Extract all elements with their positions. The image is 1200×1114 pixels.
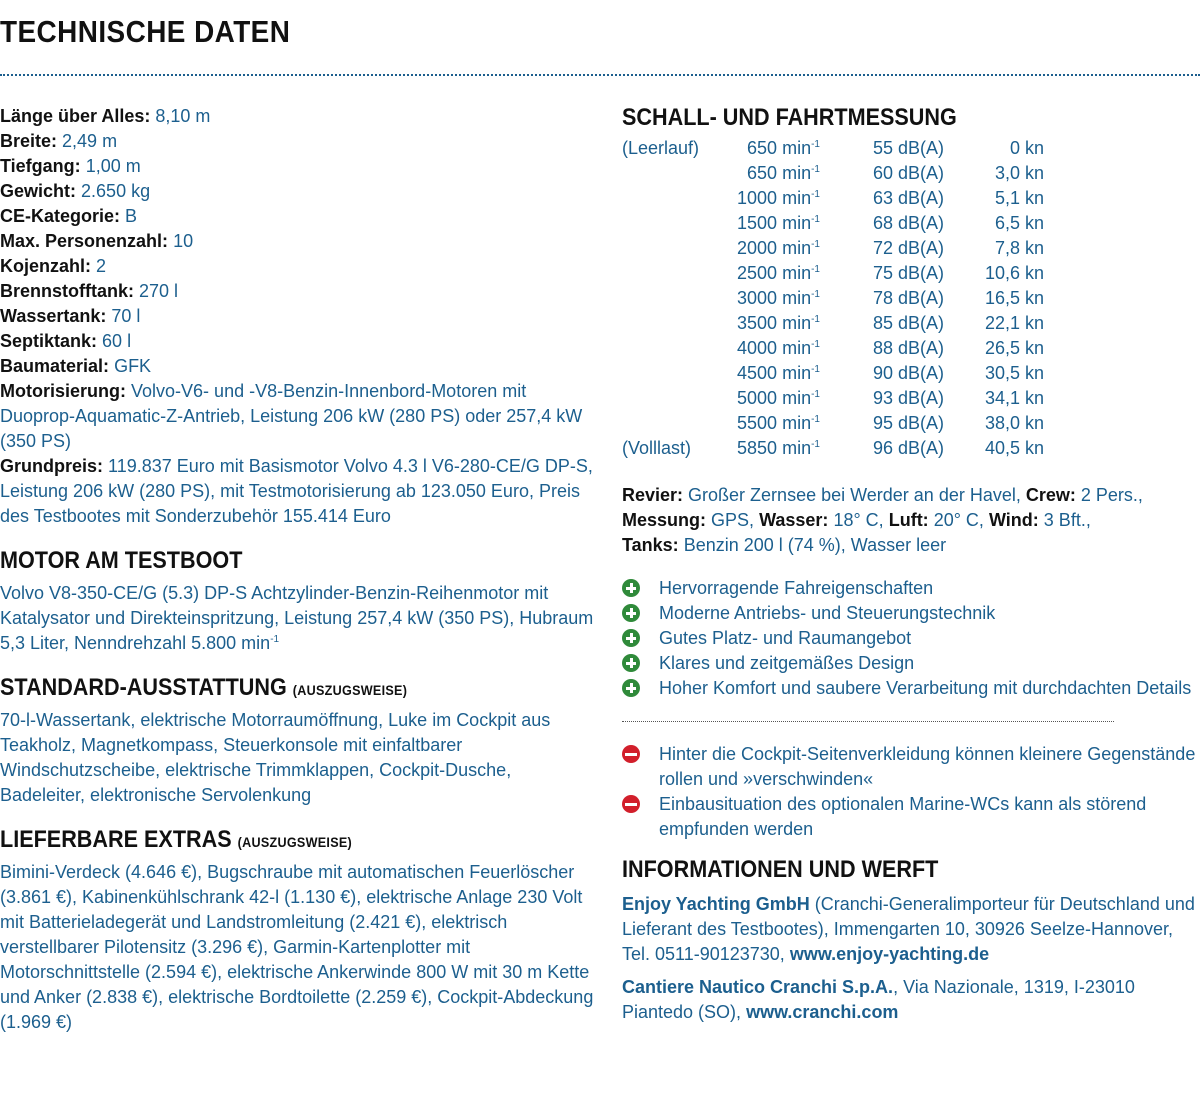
condition-value: 3 Bft., — [1043, 510, 1091, 530]
extras-section — [0, 826, 600, 1035]
measurement-heading: SCHALL- UND FAHRTMESSUNG — [622, 104, 957, 131]
condition-value: 18° C, — [833, 510, 884, 530]
page-title: TECHNISCHE DATEN — [0, 14, 291, 49]
rpm-cell: 2000 $\min^{-1}$ — [737, 238, 820, 258]
condition-label: Tanks: — [622, 535, 679, 555]
db-cell: 90 dB(A) — [872, 363, 944, 383]
db-cell: 78 dB(A) — [872, 288, 944, 308]
spec-row — [0, 104, 600, 129]
speed-cell: 5,1 kn — [994, 188, 1044, 208]
measurement-row — [622, 186, 1044, 211]
spec-row — [0, 279, 600, 304]
db-cell: 96 dB(A) — [872, 438, 944, 458]
db-cell: 60 dB(A) — [872, 163, 944, 183]
pros-list — [622, 576, 1200, 701]
extras-text: Bimini-Verdeck (4.646 €), Bugschraube mit automatischen Feuerlöscher (3.861 €), Kabinenkühlschrank 42-l (1.130 €), elektrische Anlage 230 Volt mit Batterieladegerät und Landstromleitung (2.421 €), elektrisch verstellbarer Pilotensitz (3.296 €), Garmin-Kartenplotter mit Motorschnittstelle (2.594 €), elektrische Ankerwinde 800 W mit 30 m Kette und Anker (2.838 €), elektrische Bordtoilette (2.259 €), Cockpit-Abdeckung (1.969 €) — [0, 862, 594, 1032]
spec-row — [0, 379, 600, 454]
condition-line — [622, 508, 1200, 533]
measurement-row — [622, 336, 1044, 361]
company-name: Enjoy Yachting GmbH — [622, 894, 810, 914]
speed-cell: 40,5 kn — [984, 438, 1044, 458]
row-label: (Volllast) — [622, 438, 692, 458]
condition-value: Benzin 200 l (74 %), Wasser leer — [683, 535, 947, 555]
spec-label: Grundpreis: — [0, 456, 104, 476]
plus-icon — [622, 679, 640, 697]
website-link[interactable]: www.enjoy-yachting.de — [789, 944, 990, 964]
speed-cell: 7,8 kn — [994, 238, 1044, 258]
plus-icon — [622, 604, 640, 622]
spec-label: Tiefgang: — [0, 156, 81, 176]
db-cell: 63 dB(A) — [872, 188, 944, 208]
spec-value: 119.837 Euro mit Basismotor Volvo 4.3 l V6-280-CE/G DP-S, Leistung 206 kW (280 PS), mit Testmotorisierung ab 123.050 Euro, Preis des Testbootes mit Sonderzubehör 155.414 Euro — [0, 456, 593, 526]
rpm-cell: 2500 $\min^{-1}$ — [737, 263, 820, 283]
measurement-row — [622, 261, 1044, 286]
plus-icon — [622, 579, 640, 597]
speed-cell: 0 kn — [1009, 138, 1044, 158]
speed-cell: 38,0 kn — [984, 413, 1044, 433]
spec-row — [0, 154, 600, 179]
info-section — [622, 856, 1200, 1025]
pro-item: Klares und zeitgemäßes Design — [622, 651, 1200, 676]
cons-list — [622, 742, 1200, 842]
pro-item: Gutes Platz- und Raumangebot — [622, 626, 1200, 651]
spec-label: Brennstofftank: — [0, 281, 134, 301]
spec-value: 270 l — [139, 281, 179, 301]
company-name: Cantiere Nautico Cranchi S.p.A. — [622, 977, 894, 997]
spec-value: 10 — [173, 231, 194, 251]
spec-label: Septiktank: — [0, 331, 98, 351]
measurement-row — [622, 361, 1044, 386]
spec-value: GFK — [114, 356, 152, 376]
rpm-cell: 650 $\min^{-1}$ — [747, 138, 820, 158]
speed-cell: 22,1 kn — [984, 313, 1044, 333]
rpm-cell: 1000 $\min^{-1}$ — [737, 188, 820, 208]
rpm-cell: 3500 $\min^{-1}$ — [737, 313, 820, 333]
minus-icon — [622, 795, 640, 813]
condition-value: Großer Zernsee bei Werder an der Havel, — [688, 485, 1021, 505]
standard-note: (AUSZUGSWEISE) — [292, 682, 408, 698]
test-conditions — [622, 483, 1200, 558]
rpm-cell: 1500 $\min^{-1}$ — [737, 213, 820, 233]
speed-cell: 26,5 kn — [984, 338, 1044, 358]
measurement-row — [622, 161, 1044, 186]
spec-value: 2,49 m — [62, 131, 118, 151]
extras-note: (AUSZUGSWEISE) — [237, 834, 353, 850]
speed-cell: 30,5 kn — [984, 363, 1044, 383]
db-cell: 85 dB(A) — [872, 313, 944, 333]
spec-list — [0, 104, 600, 529]
spec-label: Baumaterial: — [0, 356, 110, 376]
motor-section — [0, 547, 600, 656]
rpm-cell: 4000 $\min^{-1}$ — [737, 338, 820, 358]
spec-value: B — [125, 206, 138, 226]
row-label — [622, 336, 720, 361]
measurement-row — [622, 436, 1044, 461]
speed-cell: 16,5 kn — [984, 288, 1044, 308]
plus-icon — [622, 629, 640, 647]
db-cell: 68 dB(A) — [872, 213, 944, 233]
pro-item: Moderne Antriebs- und Steuerungstechnik — [622, 601, 1200, 626]
extras-heading: LIEFERBARE EXTRAS (AUSZUGSWEISE) — [0, 826, 353, 853]
divider — [622, 721, 1114, 722]
rpm-cell: 4500 $\min^{-1}$ — [737, 363, 820, 383]
company-address: (Cranchi-Generalimporteur für Deutschland und Lieferant des Testbootes), Immengarten 10, 30926 Seelze-Hannover, Tel. 0511-90123730, — [622, 894, 1195, 964]
spec-value: Volvo-V6- und -V8-Benzin-Innenbord-Motoren mit Duoprop-Aquamatic-Z-Antrieb, Leistung 206 kW (280 PS) oder 257,4 kW (350 PS) — [0, 381, 583, 451]
right-column — [622, 104, 1200, 1025]
spec-label: Motorisierung: — [0, 381, 126, 401]
motor-unit-sup: -1 — [270, 634, 280, 645]
condition-label: Messung: — [622, 510, 707, 530]
row-label — [622, 161, 720, 186]
db-cell: 72 dB(A) — [872, 238, 944, 258]
condition-line — [622, 533, 1200, 558]
left-column — [0, 104, 600, 1035]
divider — [0, 74, 1200, 76]
spec-row — [0, 304, 600, 329]
measurement-row — [622, 136, 1044, 161]
spec-value: 1,00 m — [85, 156, 141, 176]
standard-heading: STANDARD-AUSSTATTUNG (AUSZUGSWEISE) — [0, 674, 408, 701]
minus-icon — [622, 745, 640, 763]
condition-value: 2 Pers., — [1080, 485, 1143, 505]
row-label — [622, 311, 720, 336]
db-cell: 95 dB(A) — [872, 413, 944, 433]
spec-label: Kojenzahl: — [0, 256, 92, 276]
row-label — [622, 286, 720, 311]
speed-cell: 3,0 kn — [994, 163, 1044, 183]
spec-label: CE-Kategorie: — [0, 206, 121, 226]
spec-label: Breite: — [0, 131, 58, 151]
spec-value: 70 l — [111, 306, 141, 326]
measurement-row — [622, 411, 1044, 436]
spec-value: 2.650 kg — [81, 181, 151, 201]
website-link[interactable]: www.cranchi.com — [746, 1002, 899, 1022]
rpm-cell: 3000 $\min^{-1}$ — [737, 288, 820, 308]
spec-label: Länge über Alles: — [0, 106, 151, 126]
info-heading: INFORMATIONEN UND WERFT — [622, 856, 939, 883]
measurement-row — [622, 311, 1044, 336]
row-label — [622, 386, 720, 411]
standard-section — [0, 674, 600, 808]
motor-text: Volvo V8-350-CE/G (5.3) DP-S Achtzylinder-Benzin-Reihenmotor mit Katalysator und Direkteinspritzung, Leistung 257,4 kW (350 PS), Hubraum 5,3 Liter, Nenndrehzahl 5.800 min — [0, 583, 594, 653]
spec-label: Max. Personenzahl: — [0, 231, 169, 251]
con-item: Einbausituation des optionalen Marine-WCs kann als störend empfunden werden — [622, 792, 1200, 842]
spec-row — [0, 329, 600, 354]
speed-cell: 10,6 kn — [984, 263, 1044, 283]
rpm-cell: 5500 $\min^{-1}$ — [737, 413, 820, 433]
company-address: , Via Nazionale, 1319, I-23010 Piantedo (SO), — [622, 977, 1135, 1022]
db-cell: 75 dB(A) — [872, 263, 944, 283]
measurement-row — [622, 236, 1044, 261]
spec-value: 8,10 m — [155, 106, 211, 126]
row-label — [622, 186, 720, 211]
condition-label: Luft: — [888, 510, 929, 530]
spec-row — [0, 179, 600, 204]
spec-row — [0, 229, 600, 254]
rpm-cell: 5850 $\min^{-1}$ — [737, 438, 820, 458]
row-label — [622, 211, 720, 236]
row-label — [622, 361, 720, 386]
spec-row — [0, 254, 600, 279]
row-label: (Leerlauf) — [622, 138, 700, 158]
measurement-table — [622, 136, 1044, 461]
spec-row — [0, 204, 600, 229]
standard-text: 70-l-Wassertank, elektrische Motorraumöffnung, Luke im Cockpit aus Teakholz, Magnetkompass, Steuerkonsole mit einfaltbarer Windschutzscheibe, elektrische Trimmklappen, Cockpit-Dusche, Badeleiter, elektronische Servolenkung — [0, 710, 551, 805]
condition-line — [622, 483, 1200, 508]
spec-row — [0, 129, 600, 154]
condition-value: GPS, — [711, 510, 755, 530]
measurement-row — [622, 286, 1044, 311]
company-info — [622, 892, 1200, 967]
measurement-row — [622, 211, 1044, 236]
speed-cell: 6,5 kn — [994, 213, 1044, 233]
row-label — [622, 236, 720, 261]
rpm-cell: 5000 $\min^{-1}$ — [737, 388, 820, 408]
spec-label: Wassertank: — [0, 306, 107, 326]
pro-item: Hervorragende Fahreigenschaften — [622, 576, 1200, 601]
spec-value: 2 — [96, 256, 107, 276]
row-label — [622, 261, 720, 286]
spec-label: Gewicht: — [0, 181, 77, 201]
pro-item: Hoher Komfort und saubere Verarbeitung mit durchdachten Details — [622, 676, 1200, 701]
plus-icon — [622, 654, 640, 672]
condition-label: Crew: — [1025, 485, 1076, 505]
spec-value: 60 l — [102, 331, 132, 351]
rpm-cell: 650 $\min^{-1}$ — [747, 163, 820, 183]
db-cell: 93 dB(A) — [872, 388, 944, 408]
motor-heading: MOTOR AM TESTBOOT — [0, 547, 243, 574]
speed-cell: 34,1 kn — [984, 388, 1044, 408]
condition-label: Revier: — [622, 485, 684, 505]
spec-row — [0, 454, 600, 529]
condition-value: 20° C, — [933, 510, 984, 530]
row-label — [622, 411, 720, 436]
measurement-row — [622, 386, 1044, 411]
db-cell: 55 dB(A) — [872, 138, 944, 158]
db-cell: 88 dB(A) — [872, 338, 944, 358]
condition-label: Wasser: — [759, 510, 829, 530]
spec-row — [0, 354, 600, 379]
company-info — [622, 975, 1200, 1025]
con-item: Hinter die Cockpit-Seitenverkleidung können kleinere Gegenstände rollen und »verschwinden« — [622, 742, 1200, 792]
condition-label: Wind: — [988, 510, 1039, 530]
